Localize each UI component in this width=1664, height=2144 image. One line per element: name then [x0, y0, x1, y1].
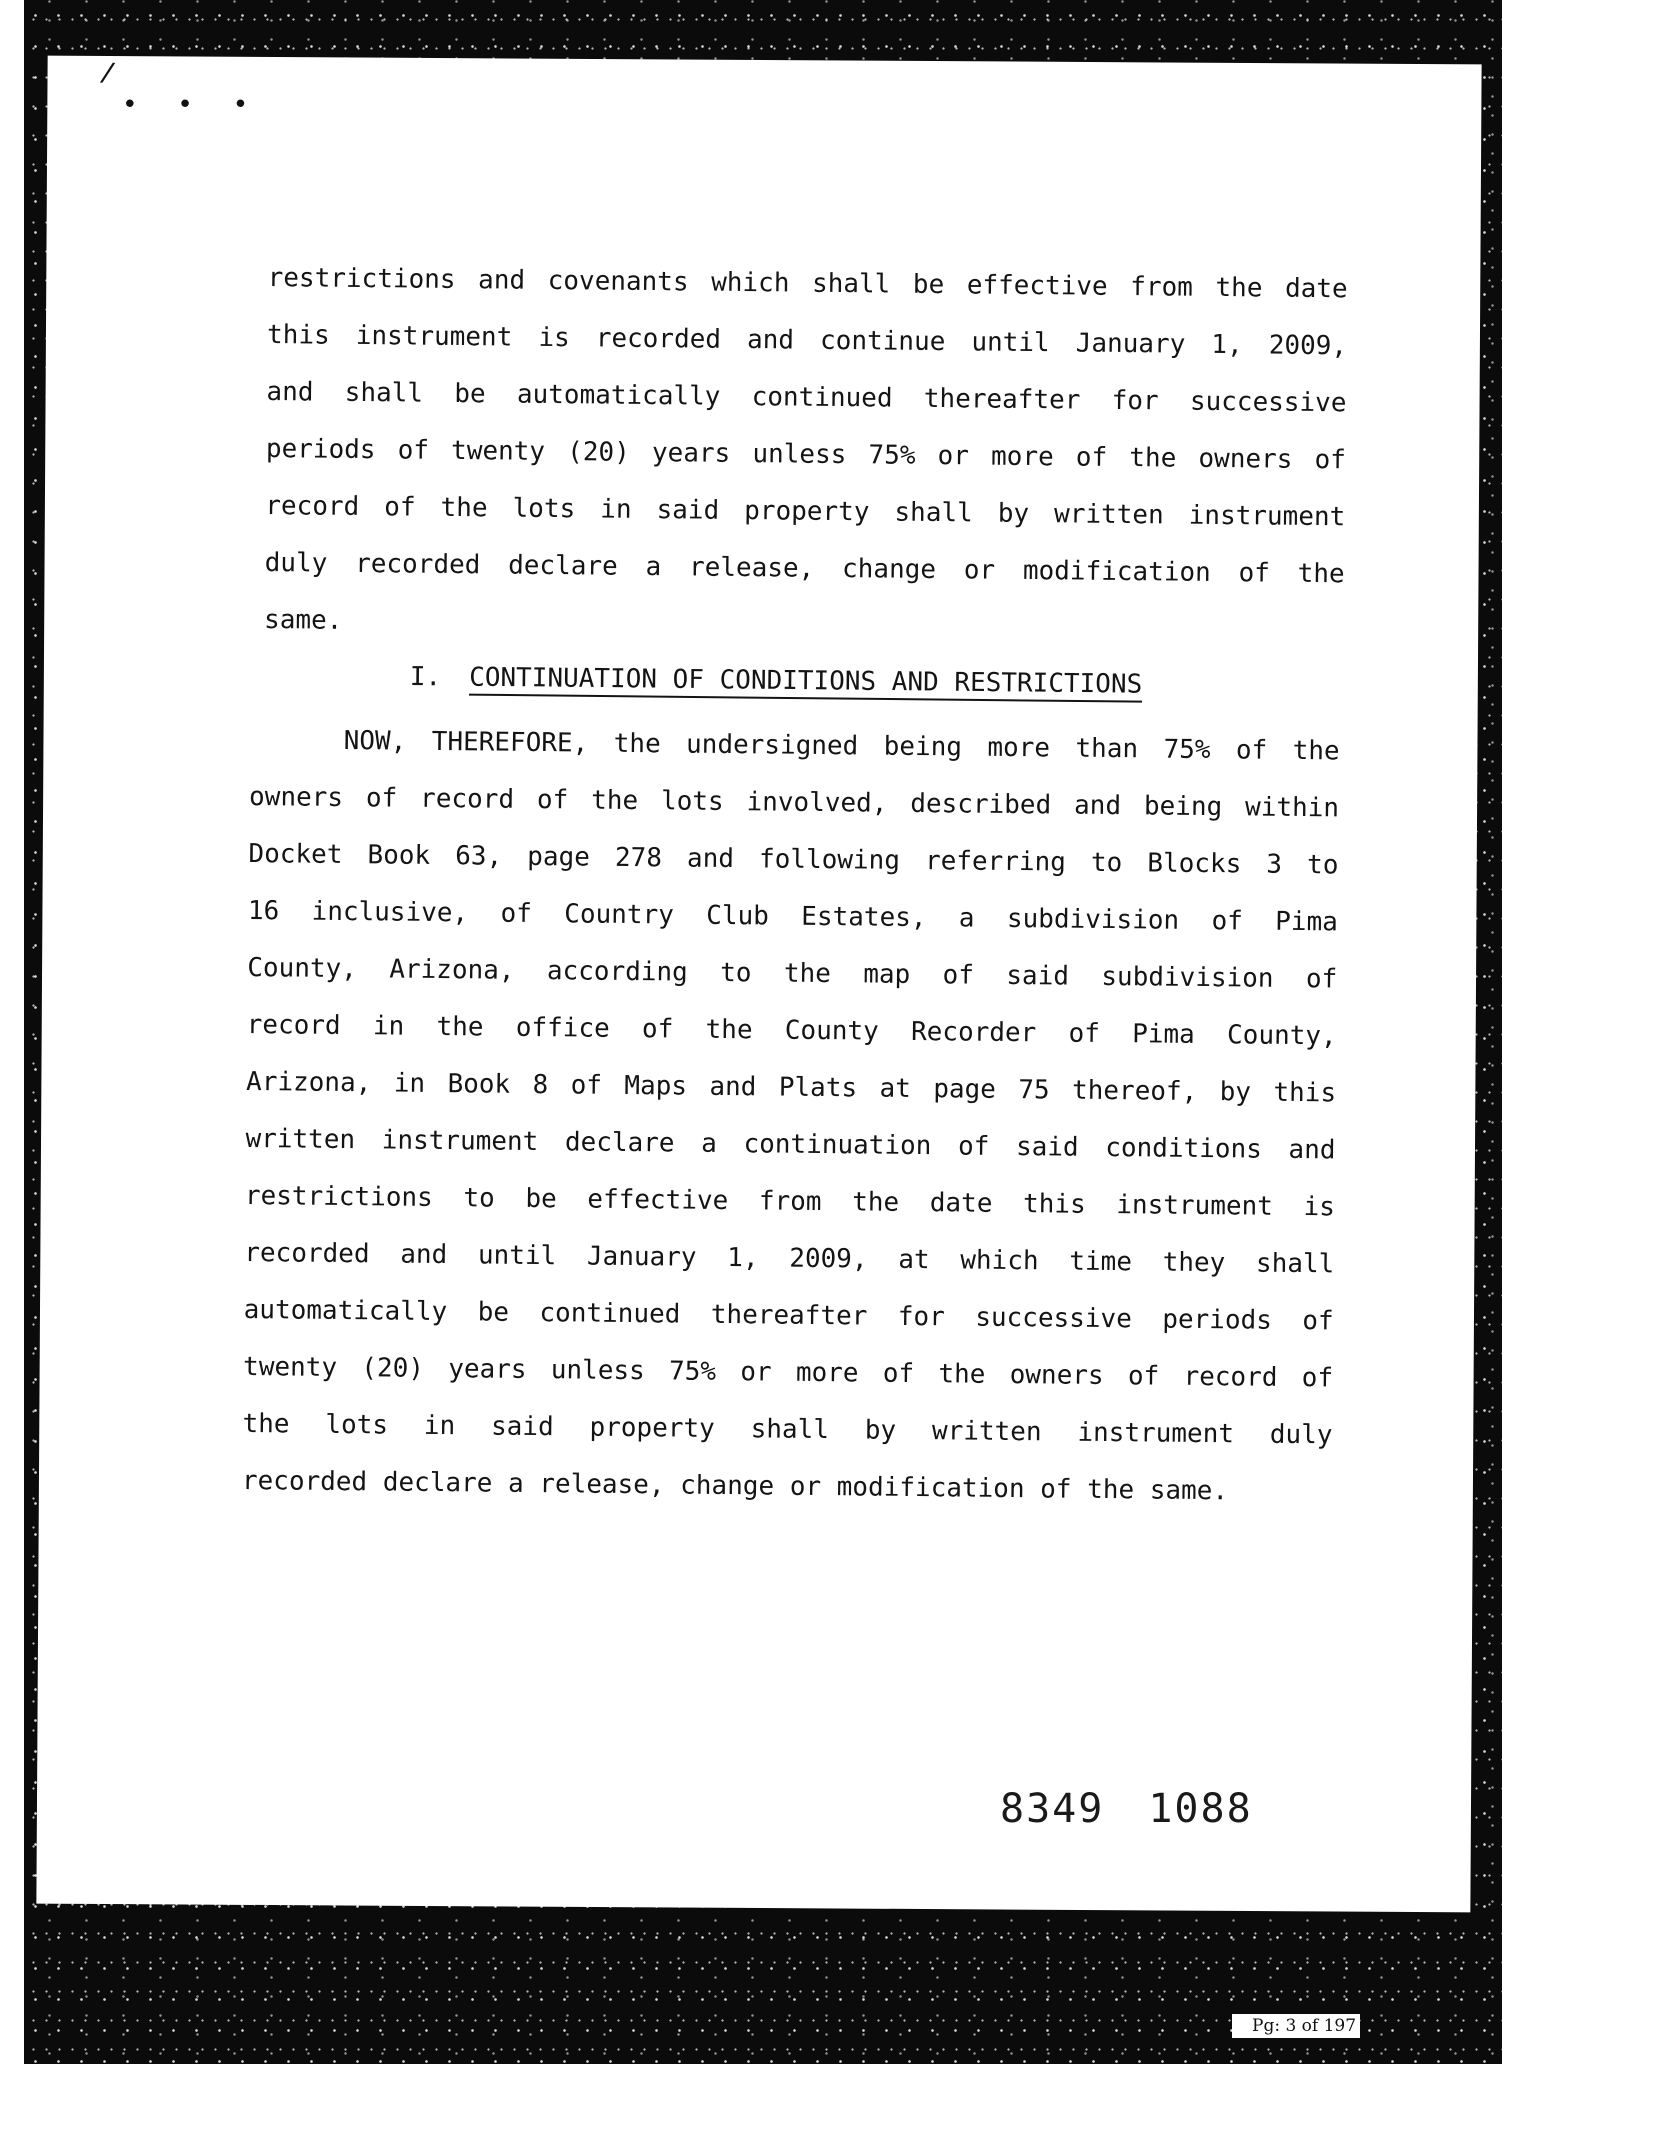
- text-line: restrictions and covenants which shall be effective from the date: [267, 262, 1348, 305]
- text-line: periods of twenty (20) years unless 75% or more of the owners of: [265, 433, 1347, 476]
- corner-mark: /: [97, 57, 118, 89]
- text-line: owners of record of the lots involved, described and being within: [248, 781, 1340, 824]
- text-line: same.: [263, 604, 343, 636]
- text-line: written instrument declare a continuation of said conditions and: [245, 1123, 1336, 1166]
- text-line: automatically be continued thereafter for successive periods of: [243, 1294, 1334, 1337]
- text-line: NOW, THEREFORE, the undersigned being more than 75% of the: [343, 725, 1340, 767]
- text-line: record of the lots in said property shall by written instrument: [265, 490, 1346, 533]
- recording-numbers: [1000, 1786, 1253, 1832]
- text-line: record in the office of the County Recorder of Pima County,: [246, 1009, 1337, 1052]
- text-line: County, Arizona, according to the map of said subdivision of: [247, 952, 1338, 995]
- text-line: the lots in said property shall by written instrument duly: [242, 1408, 1333, 1451]
- section-title: CONTINUATION OF CONDITIONS AND RESTRICTIONS: [468, 662, 1143, 700]
- docket-number: 8349: [1000, 1786, 1105, 1832]
- paragraph-restrictions-term: [264, 250, 1348, 660]
- text-line: Docket Book 63, page 278 and following referring to Blocks 3 to: [248, 838, 1339, 881]
- text-line: restrictions to be effective from the date this instrument is: [244, 1180, 1336, 1223]
- paragraph-continuation: [242, 712, 1340, 1521]
- text-line: duly recorded declare a release, change or modification of the: [264, 547, 1345, 590]
- text-line: Arizona, in Book 8 of Maps and Plats at page 75 thereof, by this: [245, 1066, 1337, 1109]
- page-count-stamp: Pg: 3 of 197: [1232, 2014, 1360, 2038]
- text-line: this instrument is recorded and continue until January 1, 2009,: [266, 319, 1348, 362]
- page-reference-number: 1088: [1148, 1786, 1253, 1832]
- section-number: I.: [409, 662, 442, 693]
- text-line: recorded declare a release, change or modification of the same.: [241, 1465, 1229, 1507]
- stray-dots: • • •: [122, 90, 261, 120]
- text-line: and shall be automatically continued thereafter for successive: [266, 376, 1347, 419]
- text-line: recorded and until January 1, 2009, at which time they shall: [244, 1237, 1335, 1280]
- text-line: twenty (20) years unless 75% or more of the owners of record of: [242, 1351, 1334, 1394]
- text-line: 16 inclusive, of Country Club Estates, a subdivision of Pima: [247, 895, 1339, 938]
